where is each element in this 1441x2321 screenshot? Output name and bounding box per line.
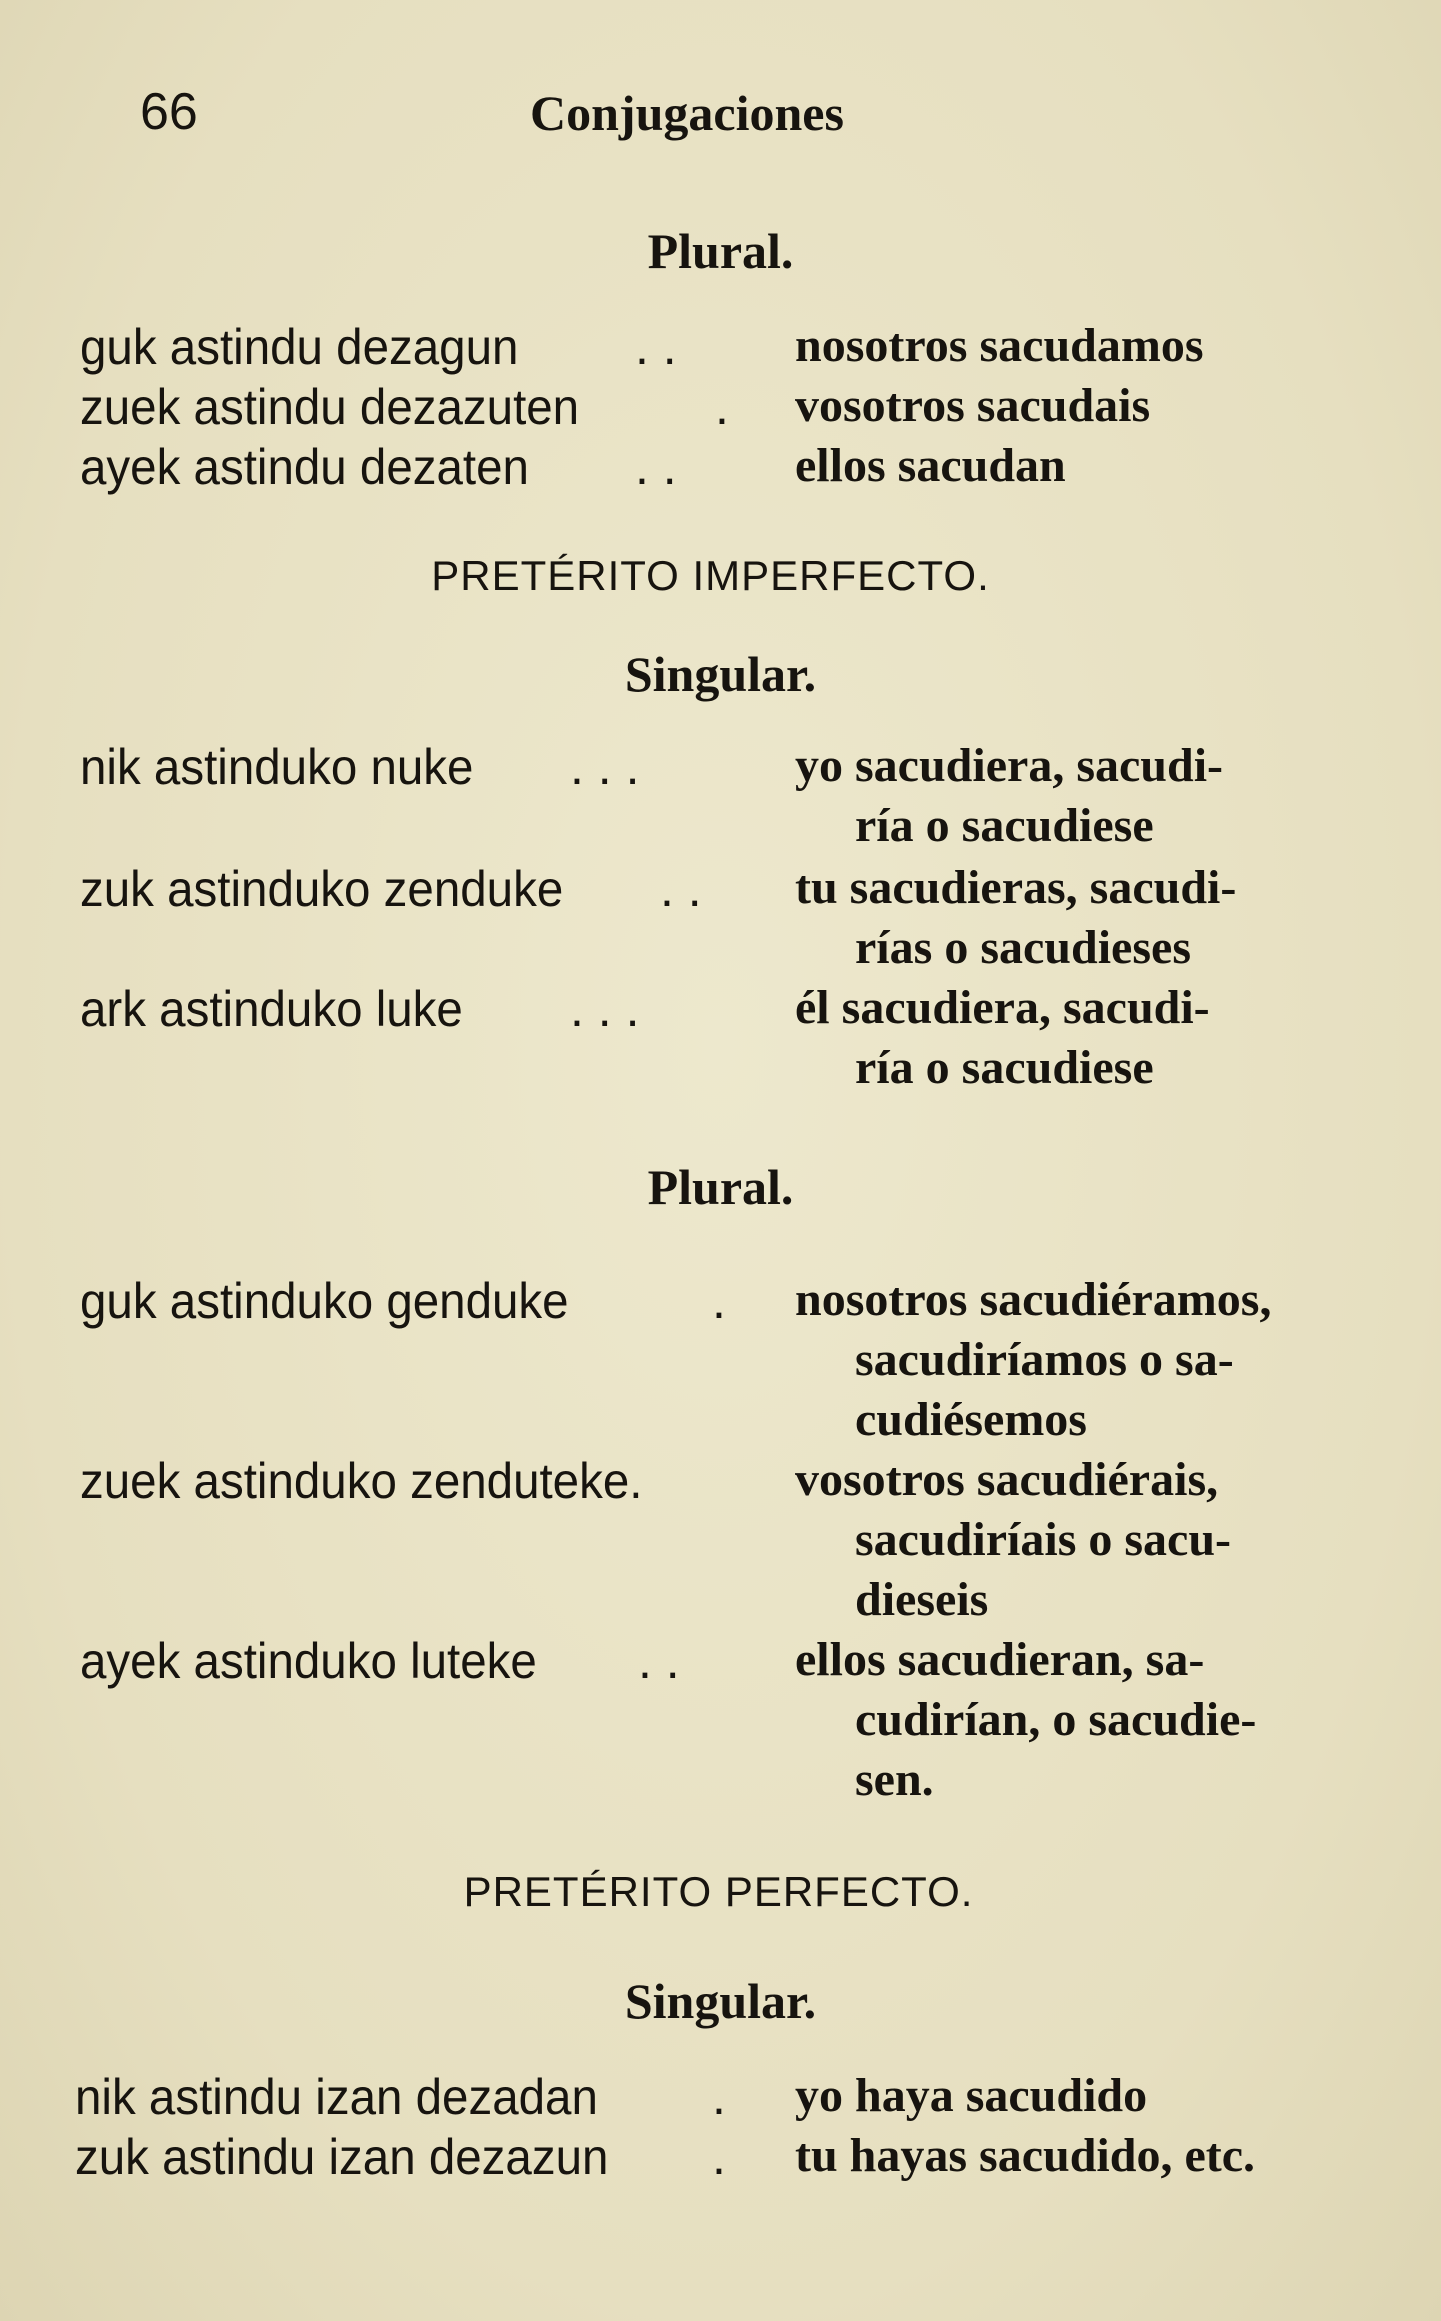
spanish-translation: ellos sacudan <box>795 439 1066 492</box>
leader-dots: . . . <box>570 739 640 795</box>
basque-form: ayek astindu dezaten <box>80 439 529 495</box>
basque-form: nik astindu izan dezadan <box>75 2069 598 2125</box>
running-title: Conjugaciones <box>530 85 844 141</box>
spanish-continuation: cudirían, o sacudie- <box>855 1693 1257 1746</box>
leader-dots: . <box>715 379 729 435</box>
basque-form: zuk astinduko zenduke <box>80 861 564 917</box>
tense-heading: PRETÉRITO PERFECTO. <box>463 1868 974 1915</box>
spanish-translation: él sacudiera, sacudi- <box>795 981 1210 1034</box>
page-header <box>0 78 1441 158</box>
spanish-continuation: ría o sacudiese <box>855 1041 1154 1094</box>
basque-form: ayek astinduko luteke <box>80 1633 537 1689</box>
spanish-continuation: cudiésemos <box>855 1393 1087 1446</box>
spanish-continuation: sacudiríais o sacu- <box>855 1513 1232 1566</box>
spanish-continuation: sacudiríamos o sa- <box>855 1333 1234 1386</box>
basque-form: zuek astindu dezazuten <box>80 379 580 435</box>
tense-heading: PRETÉRITO IMPERFECTO. <box>431 552 990 599</box>
leader-dots: . . <box>638 1633 680 1689</box>
spanish-translation: tu sacudieras, sacudi- <box>795 861 1237 914</box>
singular-heading: Singular. <box>624 646 817 702</box>
spanish-continuation: rías o sacudieses <box>855 921 1191 974</box>
basque-form: zuk astindu izan dezazun <box>75 2129 609 2185</box>
basque-form: guk astindu dezagun <box>80 319 519 375</box>
leader-dots: . . <box>635 319 677 375</box>
basque-form: ark astinduko luke <box>80 981 463 1037</box>
leader-dots: . <box>712 1273 726 1329</box>
spanish-translation: ellos sacudieran, sa- <box>795 1633 1205 1686</box>
spanish-translation: vosotros sacudiérais, <box>795 1453 1219 1506</box>
basque-form: zuek astinduko zenduteke. <box>80 1453 643 1509</box>
spanish-translation: tu hayas sacudido, etc. <box>795 2129 1256 2182</box>
spanish-translation: nosotros sacudiéramos, <box>795 1273 1272 1326</box>
spanish-translation: vosotros sacudais <box>795 379 1151 432</box>
plural-heading-2: Plural. <box>647 1159 794 1215</box>
plural-heading-1: Plural. <box>647 223 794 279</box>
spanish-continuation: dieseis <box>855 1573 989 1626</box>
basque-form: guk astinduko genduke <box>80 1273 569 1329</box>
leader-dots: . . <box>635 439 677 495</box>
leader-dots: . . <box>660 861 702 917</box>
spanish-translation: nosotros sacudamos <box>795 319 1204 372</box>
leader-dots: . <box>712 2069 726 2125</box>
spanish-translation: yo sacudiera, sacudi- <box>795 739 1224 792</box>
page-number: 66 <box>140 83 198 141</box>
basque-form: nik astinduko nuke <box>80 739 474 795</box>
spanish-continuation: sen. <box>855 1753 934 1806</box>
spanish-continuation: ría o sacudiese <box>855 799 1154 852</box>
spanish-translation: yo haya sacudido <box>795 2069 1148 2122</box>
leader-dots: . . . <box>570 981 640 1037</box>
leader-dots: . <box>712 2129 726 2185</box>
singular-heading: Singular. <box>624 1973 817 2029</box>
